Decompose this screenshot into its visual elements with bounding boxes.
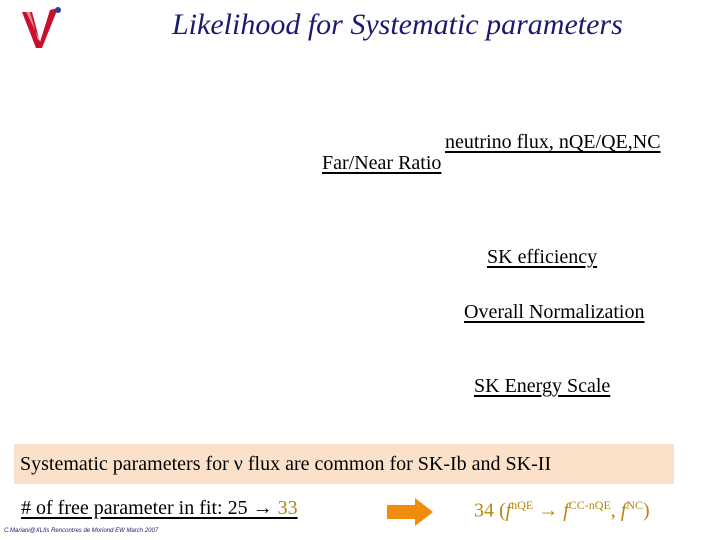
result-f1: f: [505, 499, 512, 522]
parameter-result: [474, 498, 650, 523]
big-right-arrow-icon: [385, 497, 435, 527]
result-lead: 34 (: [474, 499, 506, 522]
result-f2: f: [563, 499, 569, 522]
result-sup3: NC: [626, 498, 644, 512]
nu-logo-icon: [18, 4, 62, 50]
free-parameter-count: [21, 497, 298, 520]
right-arrow-icon: →: [252, 497, 273, 519]
free-parameter-value: 33: [277, 497, 298, 519]
result-f3: f: [620, 499, 627, 522]
result-close: ): [643, 499, 650, 522]
label-sk-efficiency: SK efficiency: [487, 246, 598, 268]
label-neutrino-flux: neutrino flux, nQE/QE,NC: [445, 131, 661, 153]
label-sk-energy-scale: SK Energy Scale: [474, 375, 611, 397]
result-sup2: CC-nQE: [568, 498, 611, 512]
result-sep: ,: [610, 499, 616, 522]
result-sup1: nQE: [511, 498, 534, 512]
label-overall-normalization: Overall Normalization: [464, 301, 645, 323]
right-arrow-icon: →: [538, 499, 559, 522]
page-title: Likelihood for Systematic parameters: [172, 8, 623, 41]
footer-credit: C.Mariani@XLIIs Rencontres de Moriond EW March 2007: [4, 528, 159, 534]
free-parameter-text: # of free parameter in fit: 25: [21, 497, 248, 519]
note-text: Systematic parameters for ν flux are common for SK-Ib and SK-II: [20, 453, 552, 475]
label-far-near-ratio: Far/Near Ratio: [322, 152, 442, 174]
